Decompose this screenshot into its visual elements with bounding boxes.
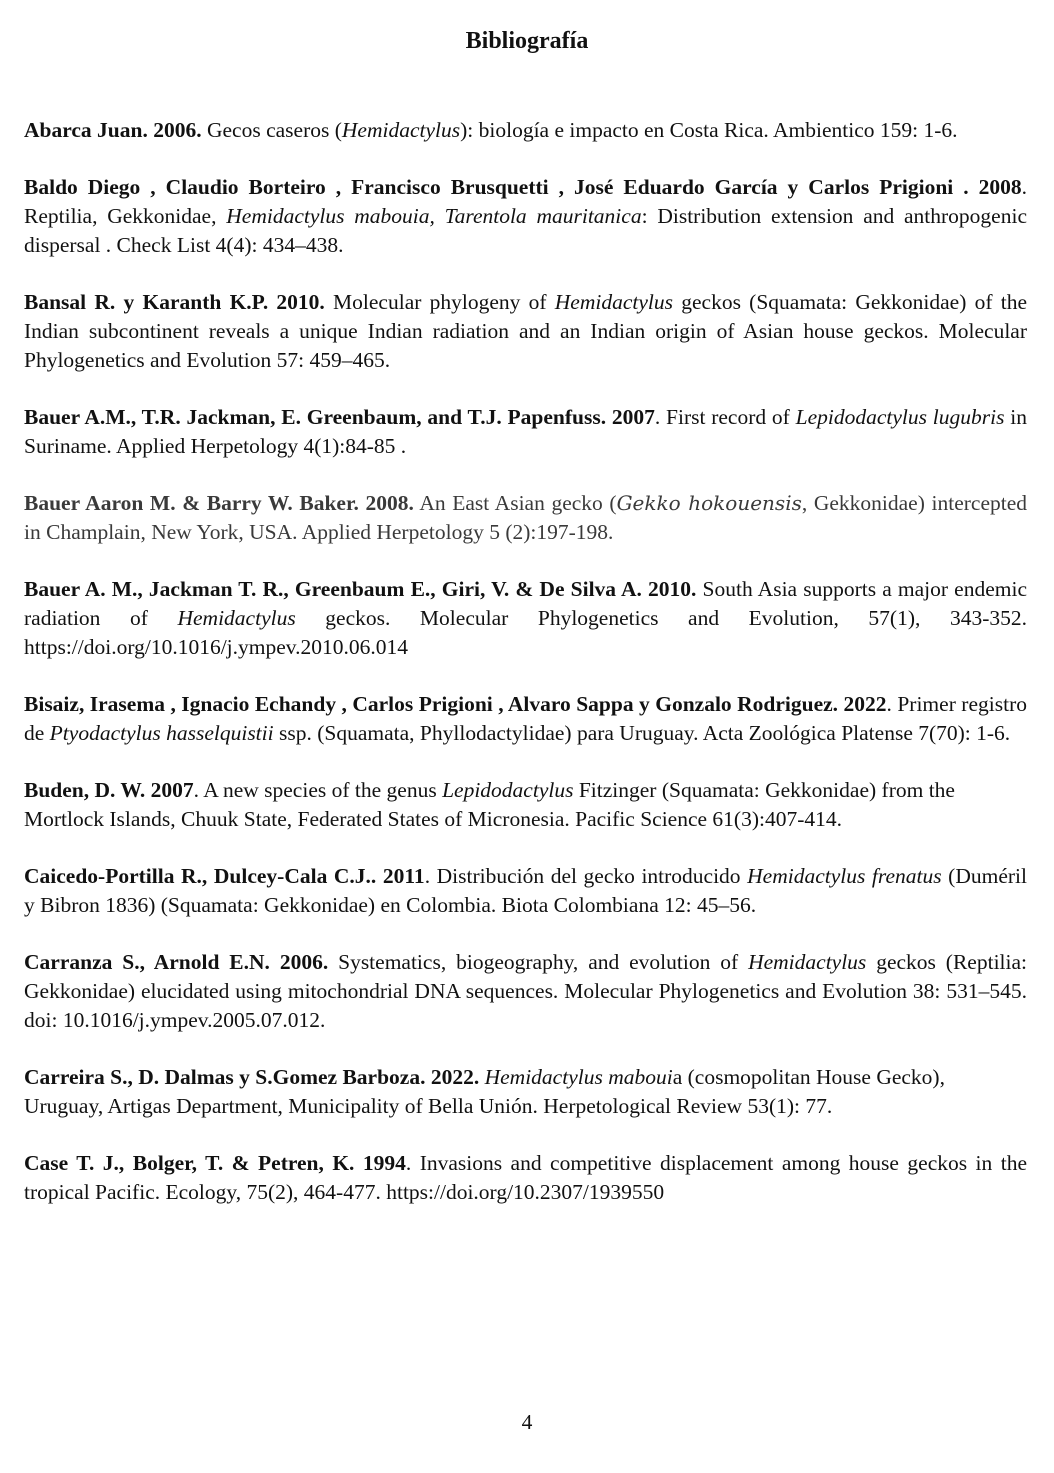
page-title: Bibliografía bbox=[465, 28, 589, 54]
reference-text: geckos. Molecular Phylogenetics and Evolution, 57(1), 343-352. https://doi.org/10.1016/j.ympev.2010.06.014 bbox=[24, 605, 1027, 659]
reference-abarca-2006 bbox=[24, 116, 1027, 145]
reference-text: Systematics, biogeography, and evolution of bbox=[328, 950, 749, 975]
reference-authors: Caicedo-Portilla R., Dulcey-Cala C.J.. 2011 bbox=[24, 864, 425, 889]
reference-authors: Carreira S., D. Dalmas y S.Gomez Barboza. 2022. bbox=[24, 1065, 480, 1090]
reference-text: An East Asian gecko ( bbox=[413, 491, 617, 516]
reference-authors: Buden, D. W. 2007 bbox=[24, 778, 194, 803]
reference-bauer-2010 bbox=[24, 575, 1027, 661]
species-name: Hemidactylus mabouia, Tarentola mauritanica bbox=[226, 204, 642, 229]
reference-bauer-2007 bbox=[24, 403, 1027, 460]
reference-text: . A new species of the genus bbox=[193, 778, 443, 803]
reference-text: Gecos caseros ( bbox=[201, 118, 342, 142]
reference-text: geckos (Reptilia: Gekkonidae) elucidated using mitochondrial DNA sequences. Molecular Phylogenetics and Evolution 38: 531–545. doi: 10.1016/j.ympev.2005.07.012. bbox=[24, 950, 1028, 1032]
reference-baldo-2008 bbox=[24, 173, 1027, 259]
reference-bauer-baker-2008 bbox=[24, 489, 1027, 546]
reference-text: ): biología e impacto en Costa Rica. Ambientico 159: 1-6. bbox=[460, 118, 958, 142]
reference-text: . First record of bbox=[654, 404, 796, 429]
reference-authors: Bauer Aaron M. & Barry W. Baker. 2008. bbox=[24, 491, 414, 516]
reference-text: Molecular phylogeny of bbox=[324, 290, 555, 315]
reference-text: , Gekkonidae) intercepted in Champlain, New York, USA. Applied Herpetology 5 (2):197-198. bbox=[24, 491, 1027, 544]
species-name: Hemidactylus bbox=[748, 950, 867, 975]
reference-authors: Bauer A. M., Jackman T. R., Greenbaum E., Giri, V. & De Silva A. 2010. bbox=[24, 577, 697, 602]
reference-authors: Bansal R. y Karanth K.P. 2010. bbox=[24, 290, 325, 315]
reference-authors: Bauer A.M., T.R. Jackman, E. Greenbaum, and T.J. Papenfuss. 2007 bbox=[24, 404, 655, 429]
reference-carreira-2022 bbox=[24, 1063, 1027, 1120]
species-name: Hemidactylus bbox=[177, 605, 296, 630]
reference-text: (Duméril y Bibron 1836) (Squamata: Gekkonidae) en Colombia. Biota Colombiana 12: 45–56. bbox=[24, 864, 1027, 917]
reference-authors: Bisaiz, Irasema , Ignacio Echandy , Carlos Prigioni , Alvaro Sappa y Gonzalo Rodriguez. 2022 bbox=[24, 691, 887, 716]
reference-text: . Primer registro de bbox=[24, 691, 1027, 745]
page-number: 4 bbox=[521, 1410, 533, 1434]
reference-text: Fitzinger (Squamata: Gekkonidae) from the Mortlock Islands, Chuuk State, Federated States of Micronesia. Pacific Science 61(3):407-414. bbox=[24, 778, 955, 831]
reference-text: . Reptilia, Gekkonidae, bbox=[24, 175, 1027, 229]
reference-list bbox=[24, 116, 1027, 1235]
reference-authors: Baldo Diego , Claudio Borteiro , Francisco Brusquetti , José Eduardo García y Carlos Prigioni . 2008 bbox=[24, 175, 1022, 200]
reference-text: South Asia supports a major endemic radiation of bbox=[24, 577, 1028, 630]
species-name: Hemidactylus frenatus bbox=[747, 864, 942, 889]
reference-text: in Suriname. Applied Herpetology 4(1):84-85 . bbox=[24, 404, 1027, 458]
species-name: Hemidactylus maboui bbox=[484, 1065, 673, 1090]
reference-buden-2007 bbox=[24, 776, 1027, 833]
species-name: Ptyodactylus hasselquistii bbox=[49, 720, 274, 745]
species-name: Hemidactylus bbox=[341, 118, 461, 142]
reference-text: geckos (Squamata: Gekkonidae) of the Indian subcontinent reveals a unique Indian radiation and an Indian origin of Asian house geckos. Molecular Phylogenetics and Evolution 57: 459–465. bbox=[24, 290, 1027, 372]
reference-text: a (cosmopolitan House Gecko), Uruguay, Artigas Department, Municipality of Bella Unión. Herpetological Review 53(1): 77. bbox=[24, 1065, 945, 1118]
reference-bansal-2010 bbox=[24, 288, 1027, 374]
reference-text: : Distribution extension and anthropogenic dispersal . Check List 4(4): 434–438. bbox=[24, 204, 1027, 257]
species-name: Hemidactylus bbox=[554, 290, 673, 315]
reference-carranza-2006 bbox=[24, 948, 1027, 1034]
reference-caicedo-2011 bbox=[24, 862, 1027, 919]
reference-text: ssp. (Squamata, Phyllodactylidae) para Uruguay. Acta Zoológica Platense 7(70): 1-6. bbox=[273, 720, 1011, 745]
reference-bisaiz-2022 bbox=[24, 690, 1027, 747]
reference-authors: Carranza S., Arnold E.N. 2006. bbox=[24, 950, 329, 975]
species-name: Lepidodactylus bbox=[442, 778, 574, 803]
species-name: Lepidodactylus lugubris bbox=[795, 404, 1005, 429]
reference-authors: Case T. J., Bolger, T. & Petren, K. 1994 bbox=[24, 1151, 406, 1176]
reference-text: . Distribución del gecko introducido bbox=[424, 864, 748, 889]
reference-case-1994 bbox=[24, 1149, 1027, 1206]
reference-authors: Abarca Juan. 2006. bbox=[24, 118, 202, 142]
reference-text: . Invasions and competitive displacement among house geckos in the tropical Pacific. Ecology, 75(2), 464-477. https://doi.org/10.2307/1939550 bbox=[24, 1151, 1027, 1204]
species-name: Gekko hokouensis bbox=[616, 491, 802, 516]
